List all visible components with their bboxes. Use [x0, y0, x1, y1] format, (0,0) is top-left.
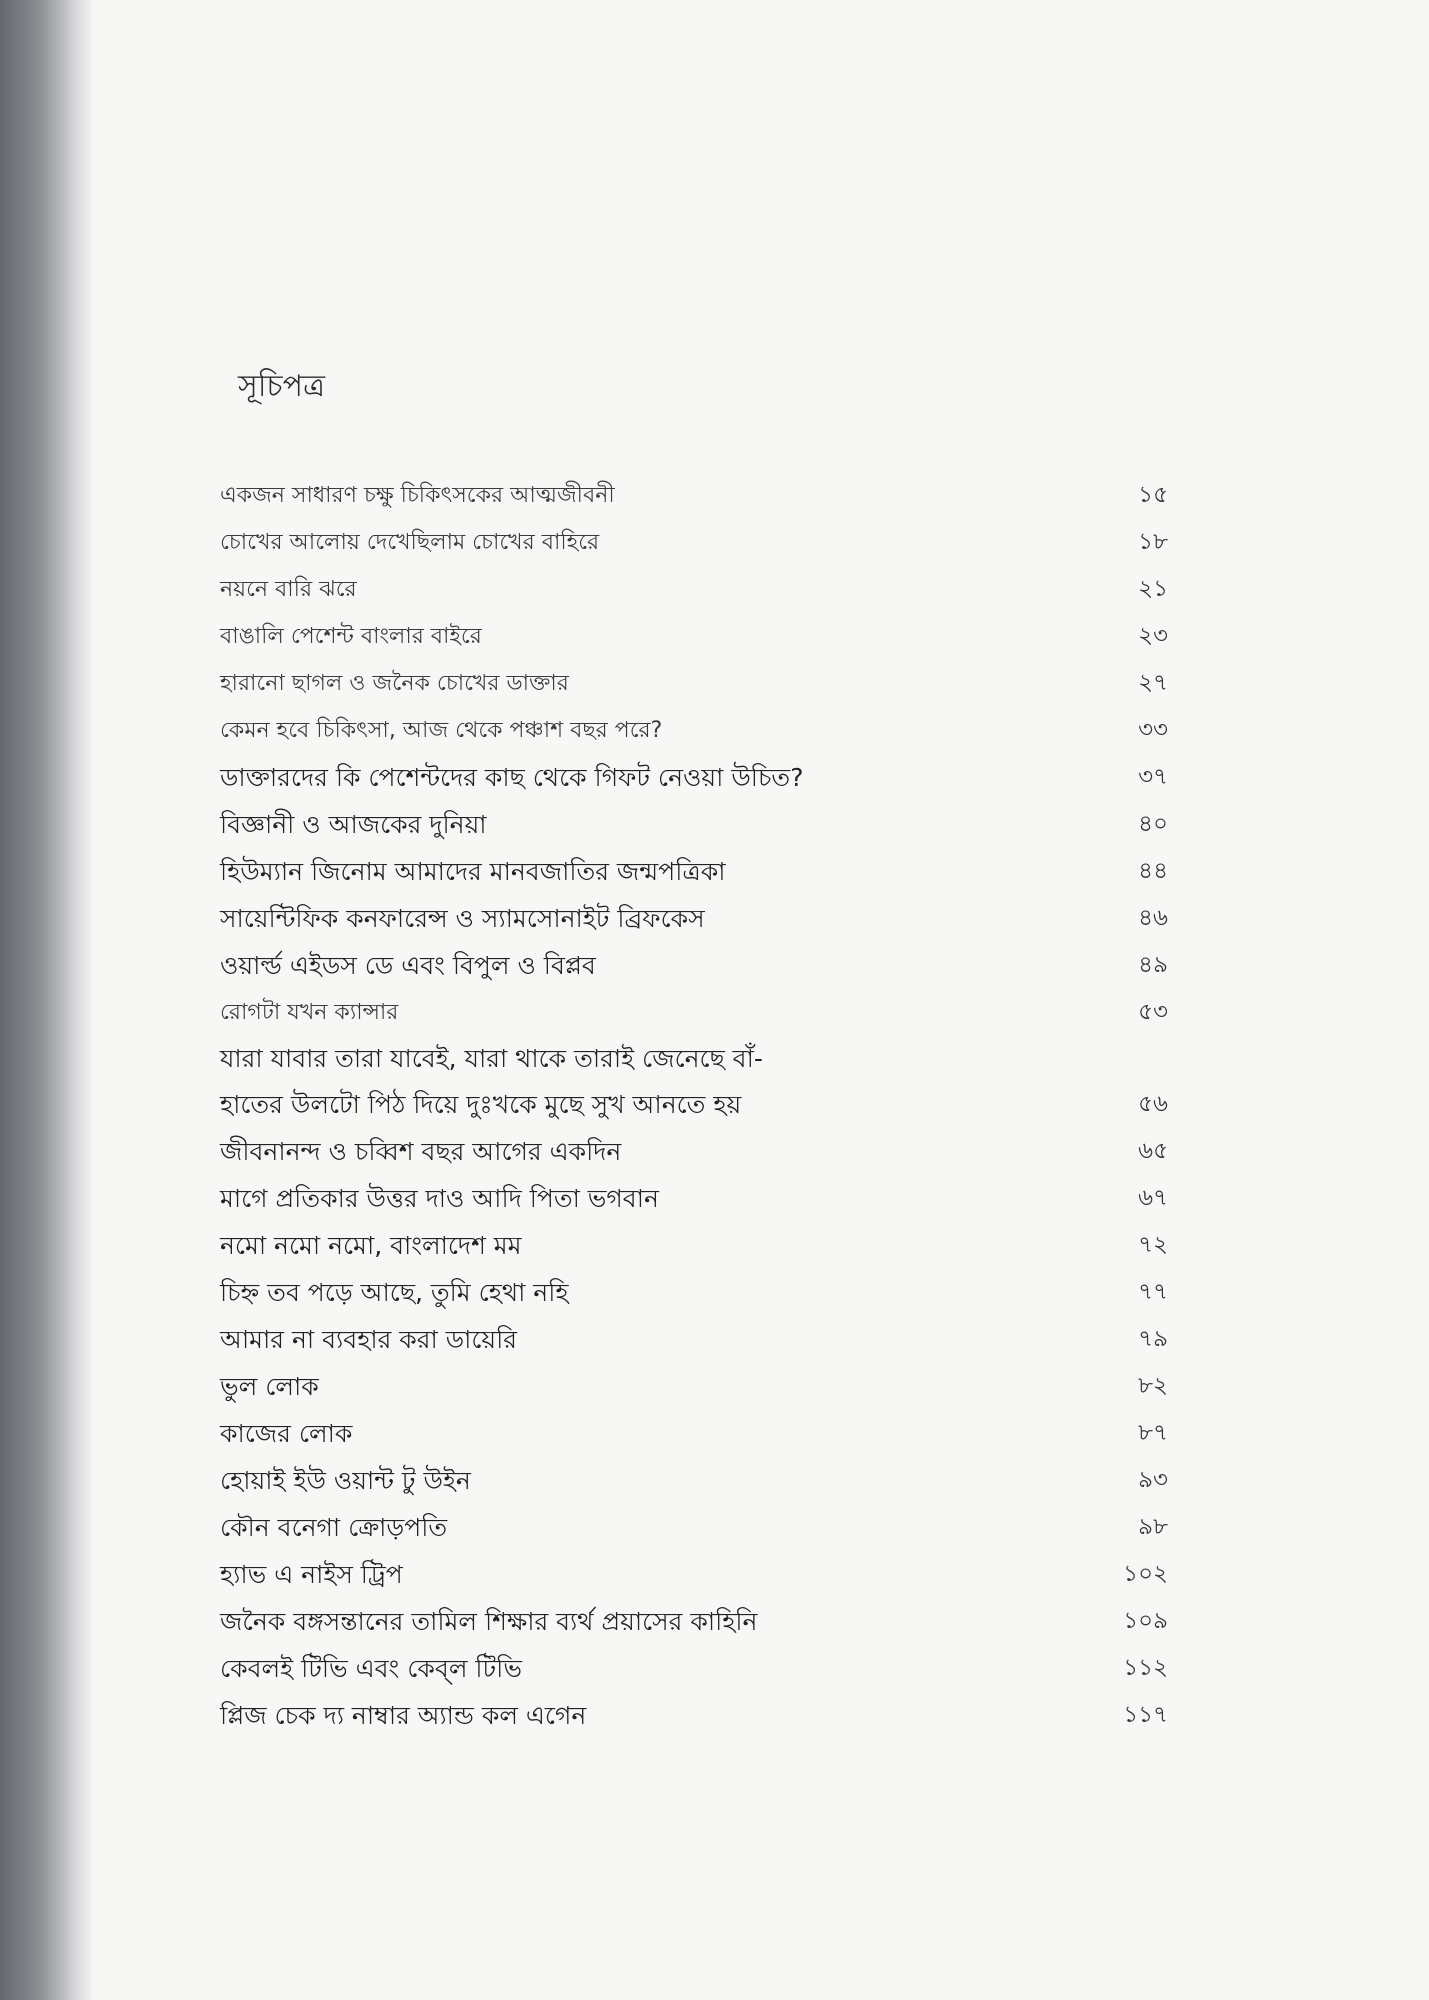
toc-entry-title: জীবনানন্দ ও চব্বিশ বছর আগের একদিন [220, 1137, 622, 1166]
toc-entry-page: ৯৩ [1138, 1467, 1168, 1493]
toc-entry-title: কাজের লোক [220, 1419, 353, 1448]
toc-entry-page: ৫৩ [1138, 999, 1168, 1025]
toc-entry [220, 1316, 1180, 1363]
toc-entry [220, 1692, 1180, 1739]
toc-entry [220, 801, 1180, 848]
toc-entry [220, 1081, 1180, 1128]
toc-entry-page: ১০২ [1123, 1561, 1168, 1587]
toc-entry-title: প্লিজ চেক দ্য নাম্বার অ্যান্ড কল এগেন [220, 1701, 587, 1730]
toc-entry-page: ৪৯ [1138, 952, 1168, 978]
toc-entry [220, 1551, 1180, 1598]
toc-entry-page: ১৫ [1138, 482, 1168, 508]
toc-entry-title: বাঙালি পেশেন্ট বাংলার বাইরে [220, 624, 482, 649]
toc-entry-page: ৭২ [1138, 1232, 1168, 1258]
page-title: সূচিপত্র [238, 369, 325, 404]
toc-entry-title: হিউম্যান জিনোম আমাদের মানবজাতির জন্মপত্রিকা [220, 857, 726, 886]
toc-entry [220, 707, 1180, 754]
toc-entry-title: যারা যাবার তারা যাবেই, যারা থাকে তারাই জেনেছে বাঁ- [220, 1044, 763, 1073]
toc-entry [220, 754, 1180, 801]
toc-entry-title: নমো নমো নমো, বাংলাদেশ মম [220, 1231, 522, 1260]
toc-entry-title: জনৈক বঙ্গসন্তানের তামিল শিক্ষার ব্যর্থ প্রয়াসের কাহিনি [220, 1607, 758, 1636]
toc-entry [220, 1457, 1180, 1504]
toc-entry [220, 1504, 1180, 1551]
toc-entry-title: ডাক্তারদের কি পেশেন্টদের কাছ থেকে গিফট নেওয়া উচিত? [220, 763, 804, 792]
toc-entry [220, 848, 1180, 895]
toc-entry-title: হ্যাভ এ নাইস ট্রিপ [220, 1560, 403, 1589]
toc-entry [220, 1222, 1180, 1269]
toc-entry-title: রোগটা যখন ক্যান্সার [220, 1000, 399, 1025]
toc-entry [220, 519, 1180, 566]
toc-entry [220, 660, 1180, 707]
toc-entry-title: আমার না ব্যবহার করা ডায়েরি [220, 1325, 518, 1354]
toc-entry-page: ২৩ [1138, 623, 1168, 649]
toc-entry-page: ৭৯ [1138, 1326, 1168, 1352]
toc-entry-title: কৌন বনেগা ক্রোড়পতি [220, 1513, 448, 1542]
toc-entry [220, 1410, 1180, 1457]
toc-entry-page: ১১৭ [1123, 1702, 1168, 1728]
toc-entry-page: ২১ [1138, 576, 1168, 602]
toc-entry [220, 895, 1180, 942]
toc-entry-title: একজন সাধারণ চক্ষু চিকিৎসকের আত্মজীবনী [220, 483, 615, 508]
toc-entry-page: ১০৯ [1123, 1608, 1168, 1634]
toc-entry [220, 1363, 1180, 1410]
toc-entry [220, 1175, 1180, 1222]
toc-entry [220, 942, 1180, 989]
toc-entry [220, 1128, 1180, 1175]
toc-entry [220, 566, 1180, 613]
toc-entry [220, 1036, 1180, 1081]
toc-entry-title: হোয়াই ইউ ওয়ান্ট টু উইন [220, 1466, 471, 1495]
toc-entry-title: ওয়ার্ল্ড এইডস ডে এবং বিপুল ও বিপ্লব [220, 951, 596, 980]
toc-entry-page: ৭৭ [1138, 1279, 1168, 1305]
toc-entry-title: চিহ্ন তব পড়ে আছে, তুমি হেথা নহি [220, 1278, 569, 1307]
toc-entry-page: ৪৬ [1138, 905, 1168, 931]
toc-entry-title: হারানো ছাগল ও জনৈক চোখের ডাক্তার [220, 671, 569, 696]
toc-entry-page: ২৭ [1138, 670, 1168, 696]
toc-entry-page: ১১২ [1123, 1655, 1168, 1681]
toc-entry-page: ১৮ [1138, 529, 1168, 555]
toc-entry-title: হাতের উলটো পিঠ দিয়ে দুঃখকে মুছে সুখ আনতে হয় [220, 1090, 742, 1119]
toc-entry-title: মাগে প্রতিকার উত্তর দাও আদি পিতা ভগবান [220, 1184, 659, 1213]
toc-entry [220, 613, 1180, 660]
toc-entry [220, 1645, 1180, 1692]
binding-gutter [0, 0, 92, 2000]
toc-entry [220, 472, 1180, 519]
toc-entry-page: ৪৪ [1138, 858, 1168, 884]
toc-entry-page: ৫৬ [1138, 1091, 1168, 1117]
toc-entry [220, 1269, 1180, 1316]
toc-entry-page: ৮৭ [1138, 1420, 1168, 1446]
toc-entry [220, 1598, 1180, 1645]
toc-entry-title: সায়েন্টিফিক কনফারেন্স ও স্যামসোনাইট ব্রিফকেস [220, 904, 705, 933]
toc-entry-page: ৩৭ [1138, 764, 1168, 790]
toc-entry-title: চোখের আলোয় দেখেছিলাম চোখের বাহিরে [220, 530, 600, 555]
toc-entry-page: ৯৮ [1138, 1514, 1168, 1540]
toc-entry-page: ৮২ [1138, 1373, 1168, 1399]
table-of-contents [220, 472, 1180, 1739]
toc-entry-page: ৬৫ [1138, 1138, 1168, 1164]
toc-entry [220, 989, 1180, 1036]
toc-entry-page: ৩৩ [1138, 717, 1168, 743]
toc-entry-title: কেমন হবে চিকিৎসা, আজ থেকে পঞ্চাশ বছর পরে? [220, 718, 663, 743]
toc-entry-page: ৪০ [1138, 811, 1168, 837]
toc-entry-page: ৬৭ [1138, 1185, 1168, 1211]
toc-entry-title: কেবলই টিভি এবং কেব্‌ল টিভি [220, 1654, 522, 1683]
toc-entry-title: ভুল লোক [220, 1372, 319, 1401]
toc-entry-title: নয়নে বারি ঝরে [220, 577, 357, 602]
toc-entry-title: বিজ্ঞানী ও আজকের দুনিয়া [220, 810, 487, 839]
